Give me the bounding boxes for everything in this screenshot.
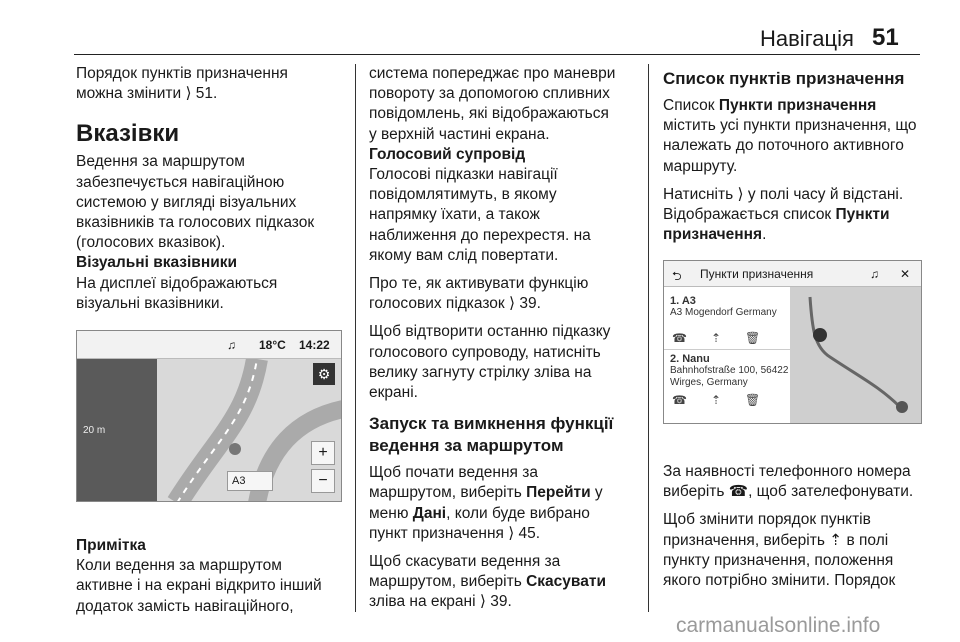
- column-3-lower: [663, 462, 925, 591]
- text-run: , коли буде вибрано: [446, 504, 590, 522]
- text-line: забезпечується навігаційною: [76, 173, 285, 191]
- text-line: маршруту.: [663, 157, 738, 175]
- note-block: [76, 536, 348, 617]
- music-icon: ♫: [227, 338, 236, 352]
- text-line: наближення до перехрестя. на: [369, 226, 591, 244]
- text-line: [663, 96, 925, 116]
- text-line: [369, 504, 641, 524]
- section-heading-start-stop: [369, 413, 641, 457]
- dest-item-address: A3 Mogendorf Germany: [670, 307, 777, 318]
- temperature: 18°C: [259, 338, 286, 352]
- gear-icon[interactable]: ⚙: [313, 363, 335, 385]
- text-line: Щоб змінити порядок пунктів: [663, 511, 871, 529]
- dest-title-bar: [664, 261, 921, 287]
- subheading-visual: Візуальні вказівники: [76, 254, 238, 272]
- section-heading-guidance: Вказівки: [76, 120, 180, 148]
- text-line: додаток замість навігаційного,: [76, 597, 294, 615]
- text-line: система попереджає про маневри: [369, 65, 616, 82]
- dest-item-address: Wirges, Germany: [670, 377, 748, 388]
- back-icon[interactable]: ⮌: [672, 269, 682, 283]
- road-label[interactable]: A3: [227, 471, 273, 491]
- intro-line-2[interactable]: можна змінити ⟩ 51.: [76, 85, 218, 103]
- delete-icon[interactable]: 🗑: [745, 393, 761, 407]
- text-line: Щоб відтворити останню підказку: [369, 323, 611, 341]
- text-line: голосового супроводу, натисніть: [369, 343, 601, 361]
- menu-term-data: Дані: [412, 504, 447, 522]
- dest-item-title: 1. A3: [670, 295, 696, 307]
- clock: 14:22: [299, 338, 330, 352]
- move-icon[interactable]: ⇡: [710, 331, 722, 345]
- text-line: повороту за допомогою спливних: [369, 85, 610, 103]
- subheading-voice: Голосовий супровід: [369, 145, 526, 163]
- menu-term-cancel: Скасувати: [526, 573, 606, 591]
- music-icon: ♫: [870, 267, 879, 281]
- note-heading: Примітка: [76, 537, 146, 554]
- page-number: 51: [872, 24, 899, 51]
- dest-item-1-actions: [672, 331, 784, 345]
- text-line: повідомлень, які відображаються: [369, 105, 609, 123]
- destinations-screenshot: [663, 260, 922, 424]
- divider: [664, 349, 790, 350]
- phone-icon[interactable]: ☎: [672, 393, 687, 407]
- watermark: carmanualsonline.info: [676, 614, 881, 637]
- menu-term-destinations: Пункти призначення: [718, 97, 877, 114]
- text-run: Список: [663, 97, 719, 114]
- text-line: Ведення за маршрутом: [76, 153, 245, 171]
- move-icon[interactable]: ⇡: [710, 393, 722, 407]
- navigation-screenshot: [76, 330, 342, 502]
- text-line: [663, 225, 925, 245]
- column-divider-2: [648, 64, 649, 612]
- text-line: виберіть ☎, щоб зателефонувати.: [663, 483, 914, 501]
- text-line: Щоб почати ведення за: [369, 464, 538, 482]
- text-line: вказівників та голосових підказок: [76, 214, 315, 232]
- close-icon[interactable]: ✕: [900, 267, 911, 281]
- text-run: у: [590, 484, 603, 502]
- dest-item-title: 2. Nanu: [670, 353, 710, 365]
- heading-line: ведення за маршрутом: [369, 436, 564, 456]
- text-run: маршрутом, виберіть: [369, 573, 527, 591]
- column-divider-1: [355, 64, 356, 612]
- text-run: .: [762, 226, 767, 244]
- dest-item-address: Bahnhofstraße 100, 56422: [670, 365, 789, 376]
- delete-icon[interactable]: 🗑: [745, 331, 761, 345]
- text-line: Натисніть ⟩ у полі часу й відстані.: [663, 185, 904, 203]
- text-line[interactable]: зліва на екрані ⟩ 39.: [369, 593, 512, 611]
- text-line: [663, 205, 925, 225]
- text-line: якому вам слід повертати.: [369, 246, 559, 264]
- dest-item-1[interactable]: [670, 295, 777, 319]
- text-line[interactable]: пункт призначення ⟩ 45.: [369, 524, 541, 542]
- zoom-in-button[interactable]: +: [311, 441, 335, 465]
- intro-line-1: Порядок пунктів призначення: [76, 65, 288, 82]
- dest-item-2[interactable]: [670, 353, 788, 389]
- heading-line: Запуск та вимкнення функції: [369, 414, 614, 434]
- column-1: [76, 64, 348, 314]
- column-2: [369, 64, 641, 613]
- column-3: [663, 64, 925, 245]
- page-header-title: Навігація: [760, 26, 854, 51]
- text-line: пункту призначення, положення: [663, 551, 894, 569]
- text-line: велику загнуту стрілку зліва на: [369, 363, 592, 381]
- route-map[interactable]: [790, 287, 922, 424]
- text-line: візуальні вказівники.: [76, 294, 224, 312]
- text-line: За наявності телефонного номера: [663, 463, 911, 480]
- header-rule: [74, 54, 920, 55]
- phone-icon[interactable]: ☎: [672, 331, 687, 345]
- menu-term-go: Перейти: [526, 484, 591, 502]
- text-line: напрямку їхати, а також: [369, 206, 540, 224]
- text-line: у верхній частині екрана.: [369, 125, 550, 143]
- menu-term-destinations: призначення: [663, 226, 763, 244]
- text-line: Щоб скасувати ведення за: [369, 553, 561, 571]
- text-line: належать до поточного активного: [663, 137, 904, 155]
- zoom-out-button[interactable]: −: [311, 469, 335, 493]
- text-line: екрані.: [369, 384, 418, 402]
- distance-indicator: 20 m: [83, 425, 106, 436]
- text-line: містить усі пункти призначення, що: [663, 117, 917, 135]
- menu-term-destinations: Пункти: [835, 206, 890, 224]
- text-run: Відображається список: [663, 206, 836, 224]
- text-line: Голосові підказки навігації: [369, 166, 558, 184]
- route-graphic: [790, 287, 922, 424]
- text-run: меню: [369, 504, 413, 522]
- dest-title: Пункти призначення: [700, 267, 814, 281]
- status-bar: [77, 331, 341, 359]
- section-heading-destinations: Список пунктів призначення: [663, 69, 905, 88]
- dest-item-2-actions: [672, 393, 784, 407]
- text-line: активне і на екрані відкрито інший: [76, 577, 322, 595]
- text-line[interactable]: голосових підказок ⟩ 39.: [369, 295, 541, 313]
- text-line: якого потрібно змінити. Порядок: [663, 572, 896, 590]
- text-line: На дисплеї відображаються: [76, 274, 278, 292]
- text-line: призначення, виберіть ⇡ в полі: [663, 531, 889, 549]
- text-line: Коли ведення за маршрутом: [76, 557, 282, 575]
- text-line: (голосових вказівок).: [76, 234, 226, 252]
- text-line: [369, 572, 641, 592]
- text-line: [369, 483, 641, 503]
- text-line: повідомлятимуть, в якому: [369, 186, 557, 204]
- text-run: маршрутом, виберіть: [369, 484, 527, 502]
- text-line: системою у вигляді візуальних: [76, 193, 297, 211]
- text-line: Про те, як активувати функцію: [369, 275, 589, 293]
